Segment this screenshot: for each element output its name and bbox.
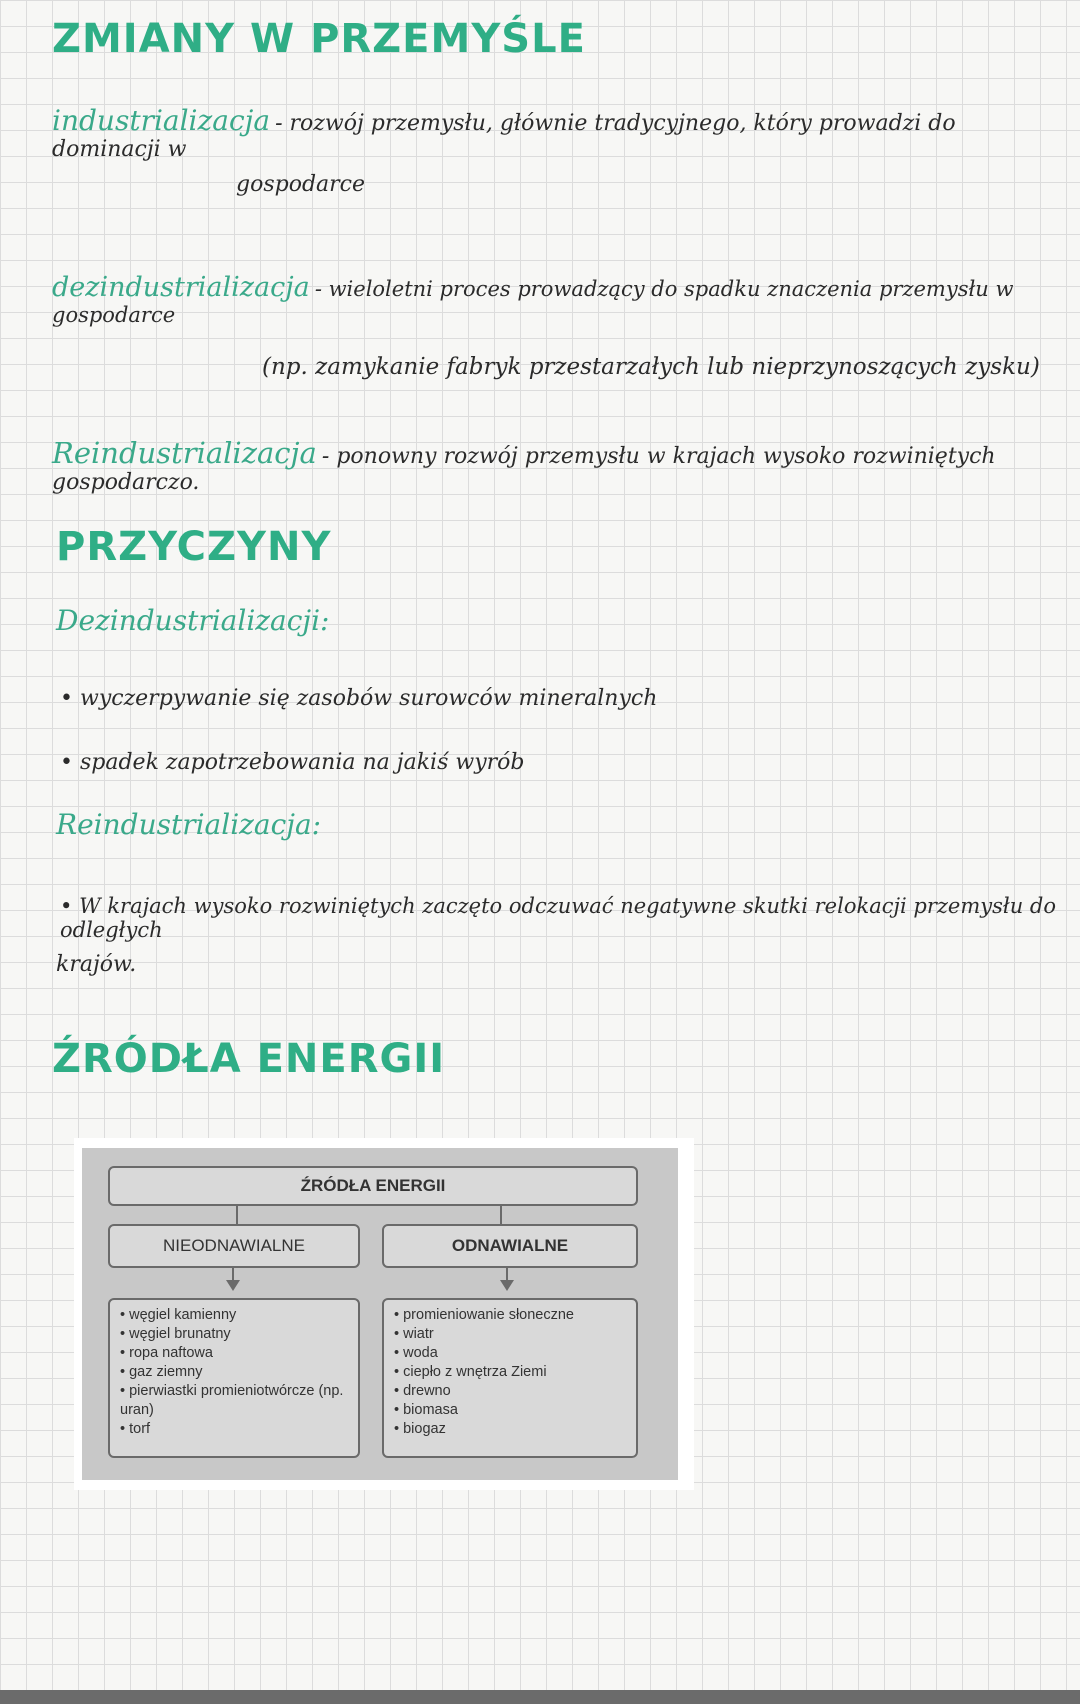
arrow-down-left-icon	[226, 1280, 240, 1291]
nonrenewable-item: • gaz ziemny	[120, 1363, 348, 1382]
renewable-item: • biomasa	[394, 1401, 626, 1420]
nonrenewable-title: NIEODNAWIALNE	[162, 1236, 305, 1255]
bullet-reind-1: • W krajach wysoko rozwiniętych zaczęto odczuwać negatywne skutki relokacji przemysłu do odległych	[60, 894, 1056, 942]
renewable-title: ODNAWIALNE	[451, 1236, 569, 1255]
renewable-item: • drewno	[394, 1382, 626, 1401]
def-industrializacja-line1: - rozwój przemysłu, głównie tradycyjnego, który prowadzi do dominacji w	[52, 111, 956, 162]
def-industrializacja-line2: gospodarce	[236, 172, 366, 197]
def-reindustrializacja-line1: - ponowny rozwój przemysłu w krajach wysoko rozwiniętych gospodarczo.	[52, 444, 996, 495]
diagram-title-box	[108, 1166, 638, 1206]
renewable-item: • wiatr	[394, 1325, 626, 1344]
renewable-header-box	[382, 1224, 638, 1268]
connector-left	[236, 1206, 238, 1224]
heading-przyczyny: PRZYCZYNY	[56, 524, 332, 570]
bullet-dezind-2: • spadek zapotrzebowania na jakiś wyrób	[60, 750, 525, 775]
nonrenewable-item: • węgiel kamienny	[120, 1306, 348, 1325]
heading-zmiany: ZMIANY W PRZEMYŚLE	[52, 16, 586, 62]
label-reindustrializacja: Reindustrializacja:	[56, 808, 322, 841]
heading-zrodla-energii: ŹRÓDŁA ENERGII	[52, 1036, 446, 1082]
nonrenewable-item: • ropa naftowa	[120, 1344, 348, 1363]
renewable-list	[384, 1300, 636, 1445]
def-dezindustrializacja	[52, 272, 1062, 327]
def-dezindustrializacja-line1: - wieloletni proces prowadzący do spadku znaczenia przemysłu w gospodarce	[52, 277, 1014, 327]
nonrenewable-item: • torf	[120, 1420, 348, 1439]
bullet-dezind-2-text: spadek zapotrzebowania na jakiś wyrób	[79, 750, 525, 775]
def-industrializacja	[52, 104, 1052, 162]
def-dezindustrializacja-line2: (np. zamykanie fabryk przestarzałych lub nieprzynoszących zysku)	[262, 354, 1040, 380]
arrow-down-right-icon	[500, 1280, 514, 1291]
page-bottom-edge	[0, 1690, 1080, 1704]
label-dezindustrializacji: Dezindustrializacji:	[56, 604, 330, 637]
diagram-title: ŹRÓDŁA ENERGII	[300, 1176, 446, 1195]
term-dezindustrializacja: dezindustrializacja	[52, 272, 310, 303]
nonrenewable-item: • węgiel brunatny	[120, 1325, 348, 1344]
connector-right	[500, 1206, 502, 1224]
nonrenewable-item: • pierwiastki promieniotwórcze (np. uran)	[120, 1382, 348, 1420]
term-industrializacja: industrializacja	[52, 104, 271, 137]
renewable-item: • biogaz	[394, 1420, 626, 1439]
bullet-reind-1-cont: krajów.	[56, 952, 137, 977]
bullet-dezind-1-text: wyczerpywanie się zasobów surowców mineralnych	[79, 686, 658, 711]
renewable-item: • ciepło z wnętrza Ziemi	[394, 1363, 626, 1382]
def-reindustrializacja	[52, 436, 1052, 495]
bullet-reind-1-text: W krajach wysoko rozwiniętych zaczęto odczuwać negatywne skutki relokacji przemysłu do odległych	[60, 894, 1056, 942]
term-reindustrializacja: Reindustrializacja	[52, 436, 317, 470]
energy-sources-diagram	[74, 1138, 694, 1490]
nonrenewable-list-box	[108, 1298, 360, 1458]
nonrenewable-header-box	[108, 1224, 360, 1268]
nonrenewable-list	[110, 1300, 358, 1445]
diagram-background	[82, 1148, 678, 1480]
renewable-item: • woda	[394, 1344, 626, 1363]
renewable-item: • promieniowanie słoneczne	[394, 1306, 626, 1325]
renewable-list-box	[382, 1298, 638, 1458]
bullet-dezind-1: • wyczerpywanie się zasobów surowców mineralnych	[60, 686, 658, 711]
